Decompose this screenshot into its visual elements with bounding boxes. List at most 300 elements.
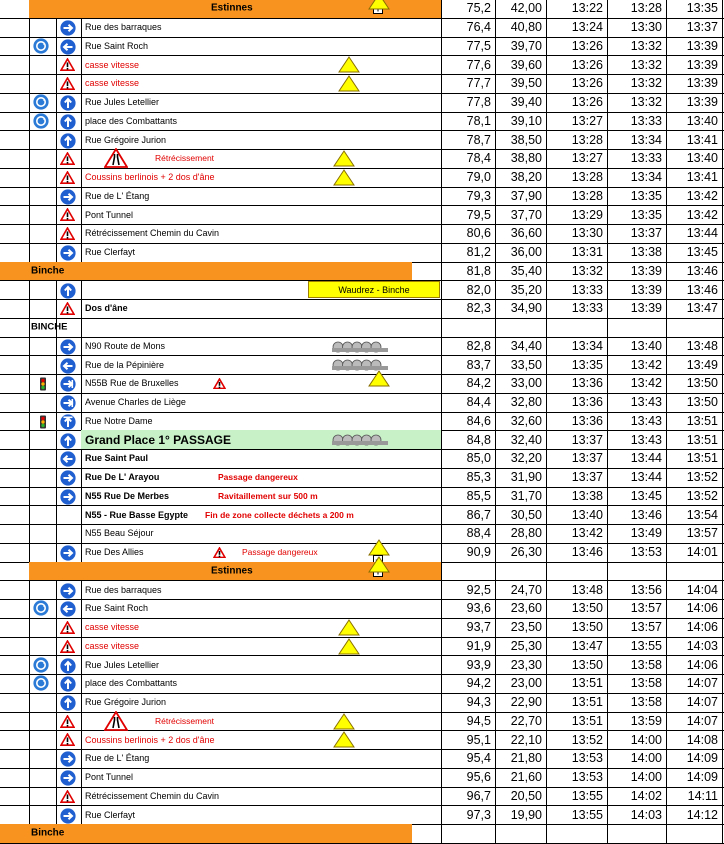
section-label: Estinnes bbox=[211, 2, 253, 14]
km-value bbox=[441, 562, 495, 581]
route-note: Passage dangereux bbox=[218, 472, 298, 483]
route-row bbox=[0, 412, 724, 432]
time-fast: 13:52 bbox=[546, 730, 607, 749]
route-row bbox=[0, 674, 724, 694]
route-note: Ravitaillement sur 500 m bbox=[218, 490, 318, 501]
cell-roundabout bbox=[29, 355, 56, 374]
route-banner: Waudrez - Binche bbox=[308, 281, 440, 298]
route-row bbox=[0, 430, 724, 450]
cell-roundabout bbox=[29, 712, 56, 731]
route-row bbox=[0, 224, 724, 244]
cell-roundabout bbox=[29, 55, 56, 74]
yellow-triangle-icon bbox=[368, 539, 390, 556]
time-mid: 14:00 bbox=[607, 768, 666, 787]
route-row bbox=[0, 805, 724, 825]
time-slow: 13:52 bbox=[666, 487, 723, 506]
route-row bbox=[0, 243, 724, 263]
arrow-right-icon bbox=[60, 751, 76, 767]
remaining-km: 19,90 bbox=[495, 805, 546, 824]
time-slow: 13:46 bbox=[666, 280, 723, 299]
remaining-km bbox=[495, 562, 546, 581]
arrow-up-icon bbox=[60, 695, 76, 711]
warning-icon bbox=[60, 733, 75, 746]
arrow-up-icon bbox=[60, 114, 76, 130]
remaining-km: 39,70 bbox=[495, 37, 546, 56]
time-slow: 14:09 bbox=[666, 768, 723, 787]
time-fast: 13:33 bbox=[546, 280, 607, 299]
time-slow: 14:11 bbox=[666, 787, 723, 806]
time-slow: 13:51 bbox=[666, 449, 723, 468]
time-mid: 13:35 bbox=[607, 187, 666, 206]
time-slow bbox=[666, 318, 723, 337]
street-name: Coussins berlinois + 2 dos d'âne bbox=[85, 172, 215, 183]
yellow-triangle-icon bbox=[368, 556, 390, 573]
cell-roundabout bbox=[29, 243, 56, 262]
time-slow: 13:50 bbox=[666, 393, 723, 412]
route-note: Passage dangereux bbox=[242, 547, 318, 558]
cell-roundabout bbox=[29, 149, 56, 168]
yellow-triangle-icon bbox=[338, 619, 360, 636]
km-value: 91,9 bbox=[441, 637, 495, 656]
route-row bbox=[0, 112, 724, 132]
cell-roundabout bbox=[29, 637, 56, 656]
time-fast: 13:29 bbox=[546, 205, 607, 224]
time-mid: 13:45 bbox=[607, 487, 666, 506]
remaining-km: 21,60 bbox=[495, 768, 546, 787]
route-row bbox=[0, 393, 724, 413]
time-fast: 13:53 bbox=[546, 749, 607, 768]
time-fast bbox=[546, 562, 607, 581]
time-fast: 13:47 bbox=[546, 637, 607, 656]
cell-roundabout bbox=[29, 487, 56, 506]
time-slow: 13:57 bbox=[666, 524, 723, 543]
remaining-km: 28,80 bbox=[495, 524, 546, 543]
route-row bbox=[0, 18, 724, 38]
time-mid: 13:42 bbox=[607, 355, 666, 374]
time-mid: 13:53 bbox=[607, 543, 666, 562]
street-name: Rue des barraques bbox=[85, 22, 162, 33]
street-name: Grand Place 1° PASSAGE bbox=[85, 432, 231, 447]
traffic-light-icon bbox=[39, 415, 47, 429]
warning-icon bbox=[60, 302, 75, 315]
time-fast: 13:30 bbox=[546, 224, 607, 243]
time-fast: 13:26 bbox=[546, 93, 607, 112]
km-value: 94,3 bbox=[441, 693, 495, 712]
yellow-triangle-icon bbox=[338, 638, 360, 655]
km-value: 88,4 bbox=[441, 524, 495, 543]
time-mid: 13:40 bbox=[607, 337, 666, 356]
time-fast: 13:27 bbox=[546, 149, 607, 168]
road-narrows-icon bbox=[104, 711, 128, 731]
time-fast: 13:50 bbox=[546, 655, 607, 674]
cell-roundabout bbox=[29, 74, 56, 93]
time-slow: 13:45 bbox=[666, 243, 723, 262]
time-mid: 13:39 bbox=[607, 280, 666, 299]
time-mid: 13:32 bbox=[607, 55, 666, 74]
remaining-km: 42,00 bbox=[495, 0, 546, 18]
km-value: 84,2 bbox=[441, 374, 495, 393]
time-mid: 13:37 bbox=[607, 224, 666, 243]
remaining-km: 39,10 bbox=[495, 112, 546, 131]
warning-icon bbox=[60, 621, 75, 634]
cell-roundabout bbox=[29, 618, 56, 637]
time-mid: 13:32 bbox=[607, 93, 666, 112]
remaining-km bbox=[495, 318, 546, 337]
route-row bbox=[0, 337, 724, 357]
time-mid: 13:28 bbox=[607, 0, 666, 18]
route-row bbox=[0, 280, 724, 300]
warning-icon bbox=[60, 715, 75, 728]
yellow-triangle-icon bbox=[333, 150, 355, 167]
time-mid: 14:03 bbox=[607, 805, 666, 824]
route-row bbox=[0, 318, 724, 338]
cell-roundabout bbox=[29, 280, 56, 299]
time-slow: 13:40 bbox=[666, 149, 723, 168]
time-mid: 13:58 bbox=[607, 693, 666, 712]
street-name: Dos d'âne bbox=[85, 303, 128, 314]
km-value: 84,6 bbox=[441, 412, 495, 431]
time-slow: 13:48 bbox=[666, 337, 723, 356]
traffic-light-icon bbox=[39, 377, 47, 391]
arrow-right-icon bbox=[60, 245, 76, 261]
km-value: 96,7 bbox=[441, 787, 495, 806]
route-row bbox=[0, 37, 724, 57]
time-slow: 14:09 bbox=[666, 749, 723, 768]
yellow-triangle-icon bbox=[333, 713, 355, 730]
km-value: 77,7 bbox=[441, 74, 495, 93]
route-row bbox=[0, 468, 724, 488]
remaining-km: 34,90 bbox=[495, 299, 546, 318]
time-fast: 13:55 bbox=[546, 805, 607, 824]
time-mid: 13:33 bbox=[607, 112, 666, 131]
time-fast: 13:42 bbox=[546, 524, 607, 543]
route-row bbox=[0, 730, 724, 750]
km-value: 78,1 bbox=[441, 112, 495, 131]
arrow-up-icon bbox=[60, 414, 76, 430]
time-mid: 13:43 bbox=[607, 393, 666, 412]
street-name: Avenue Charles de Liège bbox=[85, 397, 186, 408]
time-mid: 14:00 bbox=[607, 730, 666, 749]
km-value: 78,4 bbox=[441, 149, 495, 168]
remaining-km: 30,50 bbox=[495, 505, 546, 524]
cell-roundabout bbox=[29, 693, 56, 712]
road-narrows-icon bbox=[104, 148, 128, 168]
km-value: 90,9 bbox=[441, 543, 495, 562]
cell-roundabout bbox=[29, 505, 56, 524]
cell-roundabout bbox=[29, 393, 56, 412]
remaining-km: 39,50 bbox=[495, 74, 546, 93]
remaining-km: 40,80 bbox=[495, 18, 546, 37]
roundabout-icon bbox=[33, 94, 49, 110]
route-row bbox=[0, 524, 724, 544]
street-name: casse vitesse bbox=[85, 59, 140, 70]
time-mid: 13:35 bbox=[607, 205, 666, 224]
time-slow: 13:52 bbox=[666, 468, 723, 487]
route-row bbox=[0, 149, 724, 169]
arrow-up-icon bbox=[60, 676, 76, 692]
roundabout-icon bbox=[33, 38, 49, 54]
cell-roundabout bbox=[29, 168, 56, 187]
remaining-km: 22,70 bbox=[495, 712, 546, 731]
time-mid: 13:58 bbox=[607, 674, 666, 693]
km-value: 92,5 bbox=[441, 580, 495, 599]
cell-roundabout bbox=[29, 449, 56, 468]
time-slow: 13:54 bbox=[666, 505, 723, 524]
km-value bbox=[441, 318, 495, 337]
warning-icon bbox=[213, 547, 226, 558]
time-fast: 13:55 bbox=[546, 787, 607, 806]
arrow-left-icon bbox=[60, 358, 76, 374]
arrow-right-icon bbox=[60, 339, 76, 355]
arrow-right-icon bbox=[60, 545, 76, 561]
time-fast: 13:37 bbox=[546, 430, 607, 449]
time-slow: 13:39 bbox=[666, 55, 723, 74]
km-value: 79,3 bbox=[441, 187, 495, 206]
street-name: Rue Des Allies bbox=[85, 547, 144, 558]
km-value: 84,8 bbox=[441, 430, 495, 449]
street-name: Rue de la Pépinière bbox=[85, 359, 165, 370]
remaining-km: 32,80 bbox=[495, 393, 546, 412]
warning-icon bbox=[60, 171, 75, 184]
cell-roundabout bbox=[29, 337, 56, 356]
section-label: Estinnes bbox=[211, 565, 253, 577]
route-row bbox=[0, 618, 724, 638]
street-name: Rue Jules Letellier bbox=[85, 97, 160, 108]
city-label: Binche bbox=[31, 265, 65, 277]
km-value: 94,2 bbox=[441, 674, 495, 693]
route-row bbox=[0, 580, 724, 600]
warning-icon bbox=[60, 208, 75, 221]
cell-direction bbox=[56, 524, 81, 543]
time-mid bbox=[607, 824, 666, 843]
time-mid: 13:44 bbox=[607, 449, 666, 468]
street-name: N90 Route de Mons bbox=[85, 340, 166, 351]
roundabout-icon bbox=[33, 113, 49, 129]
time-mid bbox=[607, 562, 666, 581]
route-row bbox=[0, 768, 724, 788]
time-mid: 13:59 bbox=[607, 712, 666, 731]
remaining-km: 22,90 bbox=[495, 693, 546, 712]
arrow-right-icon bbox=[60, 20, 76, 36]
street-name: Rue Grégoire Jurion bbox=[85, 134, 167, 145]
time-fast: 13:51 bbox=[546, 693, 607, 712]
km-value: 95,4 bbox=[441, 749, 495, 768]
km-value: 82,0 bbox=[441, 280, 495, 299]
warning-icon bbox=[60, 152, 75, 165]
time-mid: 13:57 bbox=[607, 618, 666, 637]
street-name: casse vitesse bbox=[85, 78, 140, 89]
remaining-km: 39,60 bbox=[495, 55, 546, 74]
route-row bbox=[0, 712, 724, 732]
street-name: Rue Notre Dame bbox=[85, 415, 153, 426]
remaining-km: 32,60 bbox=[495, 412, 546, 431]
cell-roundabout bbox=[29, 524, 56, 543]
route-note: Fin de zone collecte déchets a 200 m bbox=[205, 509, 354, 520]
time-fast: 13:36 bbox=[546, 412, 607, 431]
time-slow: 14:07 bbox=[666, 693, 723, 712]
route-row bbox=[0, 168, 724, 188]
time-fast: 13:36 bbox=[546, 393, 607, 412]
route-row bbox=[0, 505, 724, 525]
route-row bbox=[0, 262, 724, 282]
remaining-km: 22,10 bbox=[495, 730, 546, 749]
time-slow: 13:51 bbox=[666, 430, 723, 449]
km-value: 94,5 bbox=[441, 712, 495, 731]
remaining-km: 36,00 bbox=[495, 243, 546, 262]
time-slow: 14:07 bbox=[666, 712, 723, 731]
cell-roundabout bbox=[29, 18, 56, 37]
time-mid: 13:34 bbox=[607, 130, 666, 149]
remaining-km: 39,40 bbox=[495, 93, 546, 112]
time-fast: 13:26 bbox=[546, 37, 607, 56]
remaining-km: 20,50 bbox=[495, 787, 546, 806]
cell-roundabout bbox=[29, 805, 56, 824]
km-value: 95,6 bbox=[441, 768, 495, 787]
cell-roundabout bbox=[29, 224, 56, 243]
route-row bbox=[0, 655, 724, 675]
time-mid: 13:57 bbox=[607, 599, 666, 618]
time-slow: 13:40 bbox=[666, 112, 723, 131]
route-row bbox=[0, 74, 724, 94]
km-value: 75,2 bbox=[441, 0, 495, 18]
time-fast: 13:22 bbox=[546, 0, 607, 18]
street-name: Rue des barraques bbox=[85, 584, 162, 595]
time-slow: 13:47 bbox=[666, 299, 723, 318]
arrow-right-icon bbox=[60, 808, 76, 824]
remaining-km: 21,80 bbox=[495, 749, 546, 768]
remaining-km: 33,50 bbox=[495, 355, 546, 374]
time-fast: 13:40 bbox=[546, 505, 607, 524]
arrow-right-icon bbox=[60, 489, 76, 505]
km-value: 79,5 bbox=[441, 205, 495, 224]
cell-roundabout bbox=[29, 299, 56, 318]
time-slow: 13:51 bbox=[666, 412, 723, 431]
time-fast: 13:31 bbox=[546, 243, 607, 262]
time-fast: 13:26 bbox=[546, 55, 607, 74]
time-mid: 13:43 bbox=[607, 430, 666, 449]
time-slow: 13:39 bbox=[666, 37, 723, 56]
km-value: 97,3 bbox=[441, 805, 495, 824]
time-fast: 13:26 bbox=[546, 74, 607, 93]
street-name: Rue Saint Roch bbox=[85, 40, 149, 51]
yellow-triangle-icon bbox=[338, 75, 360, 92]
remaining-km: 24,70 bbox=[495, 580, 546, 599]
time-fast: 13:48 bbox=[546, 580, 607, 599]
remaining-km: 36,60 bbox=[495, 224, 546, 243]
km-value bbox=[441, 824, 495, 843]
city-label: Binche bbox=[31, 827, 65, 839]
remaining-km: 38,20 bbox=[495, 168, 546, 187]
time-mid: 13:44 bbox=[607, 468, 666, 487]
route-row bbox=[0, 562, 724, 582]
remaining-km: 34,40 bbox=[495, 337, 546, 356]
arrow-right-icon bbox=[60, 395, 76, 411]
arrow-left-icon bbox=[60, 601, 76, 617]
time-fast bbox=[546, 824, 607, 843]
cell-roundabout bbox=[29, 187, 56, 206]
route-row bbox=[0, 374, 724, 394]
time-mid: 13:32 bbox=[607, 37, 666, 56]
street-name: place des Combattants bbox=[85, 678, 178, 689]
arrow-left-icon bbox=[60, 39, 76, 55]
cell-street bbox=[81, 299, 441, 318]
km-value: 84,4 bbox=[441, 393, 495, 412]
remaining-km: 23,30 bbox=[495, 655, 546, 674]
time-fast bbox=[546, 318, 607, 337]
cell-direction bbox=[56, 505, 81, 524]
time-slow: 14:06 bbox=[666, 618, 723, 637]
time-slow: 14:08 bbox=[666, 730, 723, 749]
time-fast: 13:32 bbox=[546, 262, 607, 281]
km-value: 81,8 bbox=[441, 262, 495, 281]
time-slow: 14:12 bbox=[666, 805, 723, 824]
arrow-up-icon bbox=[60, 283, 76, 299]
km-value: 83,7 bbox=[441, 355, 495, 374]
time-mid: 13:49 bbox=[607, 524, 666, 543]
time-mid: 13:34 bbox=[607, 168, 666, 187]
time-mid: 13:39 bbox=[607, 299, 666, 318]
remaining-km bbox=[495, 824, 546, 843]
street-name: Rétrécissement Chemin du Cavin bbox=[85, 228, 220, 239]
cell-roundabout bbox=[29, 130, 56, 149]
arrow-right-icon bbox=[60, 189, 76, 205]
cell-roundabout bbox=[29, 768, 56, 787]
remaining-km: 31,90 bbox=[495, 468, 546, 487]
route-row bbox=[0, 543, 724, 563]
street-name: N55 - Rue Basse Egypte bbox=[85, 509, 189, 520]
time-slow: 13:42 bbox=[666, 187, 723, 206]
remaining-km: 37,90 bbox=[495, 187, 546, 206]
km-value: 77,8 bbox=[441, 93, 495, 112]
cell-street bbox=[81, 318, 441, 337]
route-row bbox=[0, 487, 724, 507]
route-note: Rétrécissement bbox=[155, 153, 215, 164]
yellow-triangle-icon bbox=[368, 370, 390, 387]
cell-roundabout bbox=[29, 543, 56, 562]
route-row bbox=[0, 637, 724, 657]
warning-icon bbox=[60, 640, 75, 653]
remaining-km: 23,50 bbox=[495, 618, 546, 637]
route-row bbox=[0, 299, 724, 319]
time-fast: 13:37 bbox=[546, 468, 607, 487]
time-fast: 13:34 bbox=[546, 337, 607, 356]
arrow-right-icon bbox=[60, 376, 76, 392]
time-fast: 13:27 bbox=[546, 112, 607, 131]
remaining-km: 37,70 bbox=[495, 205, 546, 224]
route-row bbox=[0, 55, 724, 75]
cell-roundabout bbox=[29, 580, 56, 599]
street-name: Rue Grégoire Jurion bbox=[85, 697, 167, 708]
km-value: 85,5 bbox=[441, 487, 495, 506]
km-value: 93,9 bbox=[441, 655, 495, 674]
km-value: 85,3 bbox=[441, 468, 495, 487]
time-mid: 13:43 bbox=[607, 412, 666, 431]
time-slow: 14:03 bbox=[666, 637, 723, 656]
remaining-km: 35,20 bbox=[495, 280, 546, 299]
warning-icon bbox=[213, 378, 226, 389]
time-fast: 13:24 bbox=[546, 18, 607, 37]
time-fast: 13:36 bbox=[546, 374, 607, 393]
arrow-left-icon bbox=[60, 451, 76, 467]
arrow-up-icon bbox=[60, 433, 76, 449]
cell-roundabout bbox=[29, 205, 56, 224]
time-mid: 13:38 bbox=[607, 243, 666, 262]
km-value: 85,0 bbox=[441, 449, 495, 468]
time-fast: 13:50 bbox=[546, 618, 607, 637]
route-row bbox=[0, 0, 724, 19]
time-fast: 13:35 bbox=[546, 355, 607, 374]
arrow-up-icon bbox=[60, 658, 76, 674]
